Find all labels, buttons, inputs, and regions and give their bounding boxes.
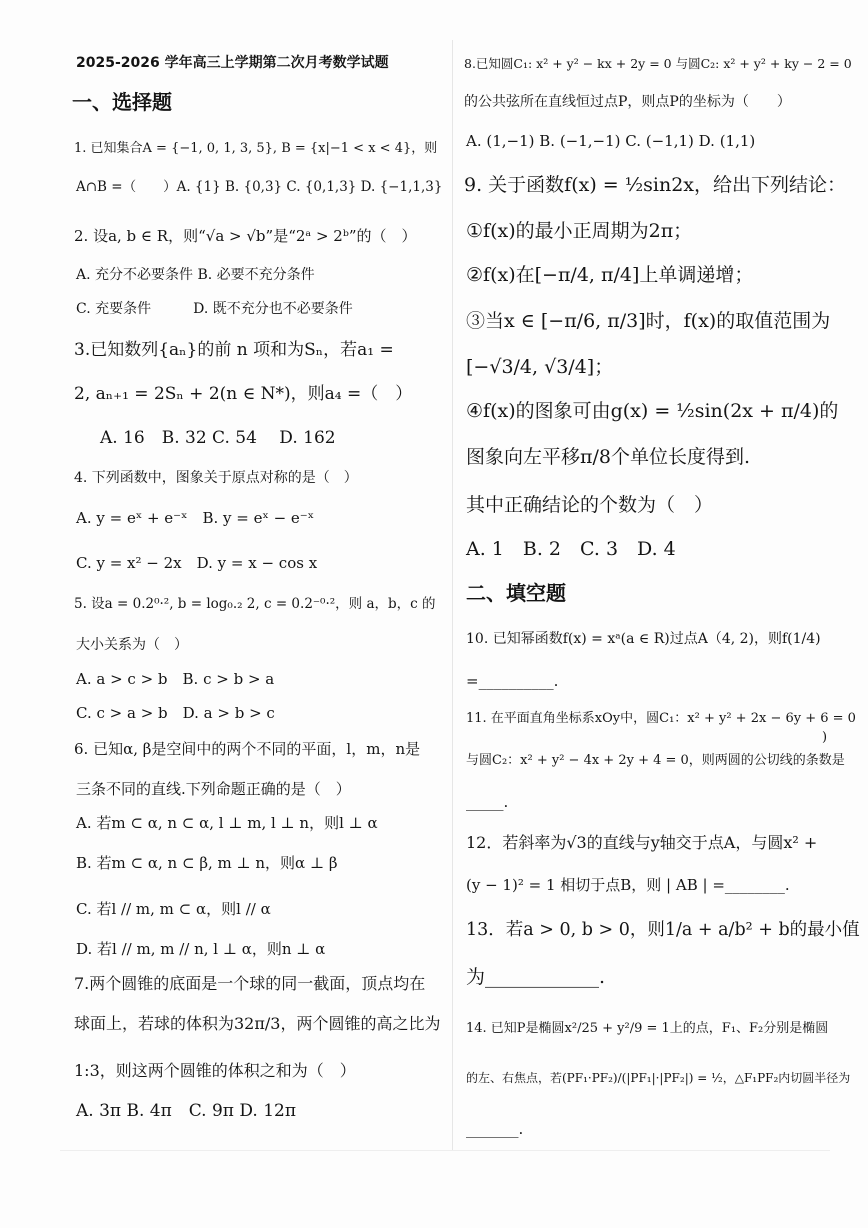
q3-line1: 3.已知数列{aₙ}的前 n 项和为Sₙ，若a₁ = (74, 340, 394, 360)
q9-statement-1: ①f(x)的最小正周期为2π； (466, 220, 693, 242)
q3-options: A. 16 B. 32 C. 54 D. 162 (100, 428, 336, 448)
q7-options: A. 3π B. 4π C. 9π D. 12π (76, 1101, 297, 1121)
q6-line1: 6. 已知α, β是空间中的两个不同的平面，l，m，n是 (74, 740, 421, 758)
q12-line1: 12．若斜率为√3的直线与y轴交于点A，与圆x² + (466, 833, 818, 852)
q4-options-cd: C. y = x² − 2x D. y = x − cos x (76, 554, 318, 572)
q7-line1: 7.两个圆锥的底面是一个球的同一截面，顶点均在 (74, 974, 426, 993)
q9-statement-2: ②f(x)在[−π/4, π/4]上单调递增； (466, 264, 754, 286)
q9-line1: 9. 关于函数f(x) = ½sin2x，给出下列结论： (464, 174, 847, 196)
q7-line3: 1:3，则这两个圆锥的体积之和为（ ） (74, 1061, 356, 1080)
q4-options-ab: A. y = eˣ + e⁻ˣ B. y = eˣ − e⁻ˣ (76, 509, 315, 527)
q8-line1: 8.已知圆C₁: x² + y² − kx + 2y = 0 与圆C₂: x² + y² + ky − 2 = 0 (464, 56, 852, 71)
q6-line2: 三条不同的直线.下列命题正确的是（ ） (76, 780, 351, 798)
q5-options-cd: C. c > a > b D. a > b > c (76, 704, 275, 722)
q9-options: A. 1 B. 2 C. 3 D. 4 (466, 538, 676, 560)
q13-line1: 13．若a > 0, b > 0，则1/a + a/b² + b的最小值 (466, 920, 860, 940)
q14-line3: _______. (466, 1120, 524, 1138)
q11-line3: _____. (466, 793, 509, 811)
q9-statement-3b: [−√3/4, √3/4]； (466, 356, 614, 378)
q10-line2: =__________. (466, 672, 559, 690)
q7-line2: 球面上，若球的体积为32π/3，两个圆锥的高之比为 (74, 1014, 441, 1033)
q1-line2: A∩B =（ ）A. {1} B. {0,3} C. {0,1,3} D. {−1,1,3} (76, 179, 443, 195)
q9-statement-3a: ③当x ∈ [−π/6, π/3]时，f(x)的取值范围为 (466, 310, 831, 332)
q4-line1: 4. 下列函数中，图象关于原点对称的是（ ） (74, 470, 358, 486)
q14-line2: 的左、右焦点，若(PF₁·PF₂)/(|PF₁|·|PF₂|) = ½，△F₁PF₂内切圆半径为 (466, 1071, 851, 1085)
q8-line2: 的公共弦所在直线恒过点P，则点P的坐标为（ ） (464, 94, 791, 110)
section-heading-fill: 二、填空题 (466, 581, 566, 605)
q13-line2: 为____________. (466, 966, 606, 988)
q6-option-b: B. 若m ⊂ α, n ⊂ β, m ⊥ n，则α ⊥ β (76, 854, 338, 872)
q5-line2: 大小关系为（ ） (76, 637, 188, 653)
q2-line1: 2. 设a, b ∈ R，则“√a > √b”是“2ᵃ > 2ᵇ”的（ ） (74, 227, 417, 245)
q3-line2: 2, aₙ₊₁ = 2Sₙ + 2(n ∈ N*)，则a₄ =（ ） (74, 384, 413, 404)
q2-options-cd: C. 充要条件 D. 既不充分也不必要条件 (76, 301, 353, 317)
q12-line2: (y − 1)² = 1 相切于点B，则 | AB | =________. (466, 876, 790, 894)
q6-option-d: D. 若l // m, m // n, l ⊥ α，则n ⊥ α (76, 940, 326, 958)
q5-line1: 5. 设a = 0.2⁰·², b = log₀.₂ 2, c = 0.2⁻⁰·²，则 a，b，c 的 (74, 596, 436, 612)
bottom-rule (60, 1150, 830, 1151)
q14-line1: 14. 已知P是椭圆x²/25 + y²/9 = 1上的点，F₁、F₂分别是椭圆 (466, 1021, 829, 1036)
q6-option-a: A. 若m ⊂ α, n ⊂ α, l ⊥ m, l ⊥ n，则l ⊥ α (76, 814, 378, 832)
exam-title: 2025-2026 学年高三上学期第二次月考数学试题 (76, 55, 389, 71)
q9-question: 其中正确结论的个数为（ ） (466, 494, 714, 516)
q1-line1: 1. 已知集合A = {−1, 0, 1, 3, 5}, B = {x|−1 < x < 4}，则 (74, 141, 438, 156)
q6-option-c: C. 若l // m, m ⊂ α，则l // α (76, 900, 271, 918)
q11-line2: 与圆C₂：x² + y² − 4x + 2y + 4 = 0，则两圆的公切线的条数是 (466, 753, 845, 768)
column-divider (452, 40, 453, 1150)
q9-statement-4a: ④f(x)的图象可由g(x) = ½sin(2x + π/4)的 (466, 400, 839, 422)
q11-line1: 11. 在平面直角坐标系xOy中，圆C₁：x² + y² + 2x − 6y + 6 = 0 (466, 711, 856, 726)
q10-line1: 10. 已知幂函数f(x) = xᵃ(a ∈ R)过点A（4, 2)，则f(1/4) (466, 631, 821, 647)
q11-paren: ) (822, 730, 828, 745)
q8-options: A. (1,−1) B. (−1,−1) C. (−1,1) D. (1,1) (466, 132, 756, 150)
q5-options-ab: A. a > c > b B. c > b > a (76, 670, 275, 688)
section-heading-choice: 一、选择题 (72, 90, 172, 114)
q9-statement-4b: 图象向左平移π/8个单位长度得到. (466, 446, 751, 468)
q2-options-ab: A. 充分不必要条件 B. 必要不充分条件 (76, 267, 315, 283)
